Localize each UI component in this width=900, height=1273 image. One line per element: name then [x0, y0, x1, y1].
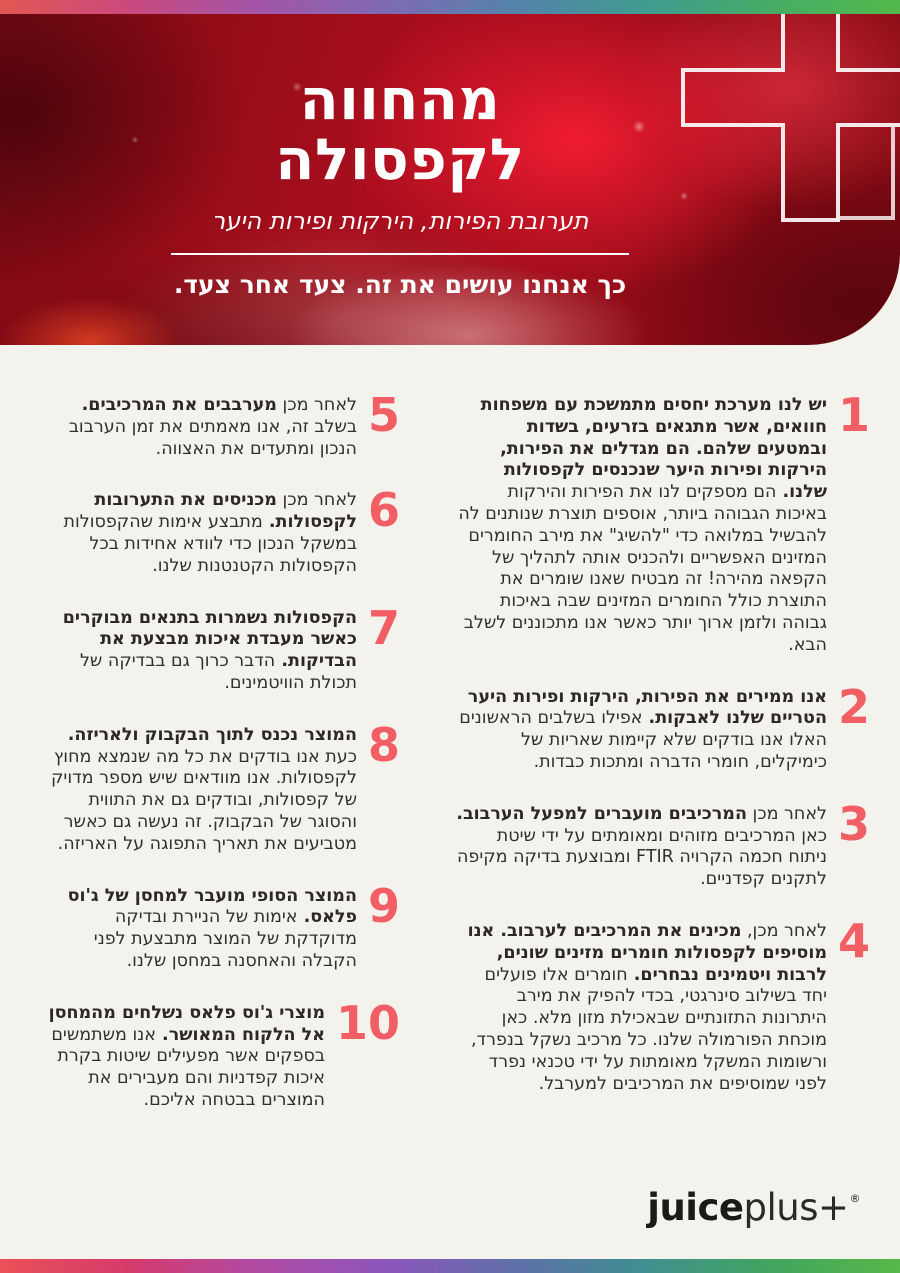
step-text	[455, 395, 827, 657]
step-number: 2	[837, 679, 870, 734]
step-text	[38, 395, 357, 460]
step-text-bold: הקפסולות נשמרות בתנאים מבוקרים כאשר מעבדת איכות מבצעת את הבדיקות.	[62, 607, 357, 672]
step-number: 9	[367, 878, 400, 933]
step-text-bold: מכינים את המרכיבים לערבוב. אנו מוסיפים לקפסולות חומרים מזינים שונים, לרבות ויטמינים נבחרים.	[467, 920, 827, 985]
step-item	[38, 995, 400, 1112]
step-number: 7	[367, 600, 400, 655]
hero-divider	[171, 253, 629, 255]
step-text-regular: כאן המרכיבים מזוהים ומאומתים על ידי שיטת ניתוח חכמה הקרויה FTIR ומבוצעת בדיקה מקיפה לתקנים קפדניים.	[456, 825, 827, 890]
step-text-regular: אימות של הניירת ובדיקה מדוקדקת של המוצר מתבצעת לפני הקבלה והאחסנה במחסן שלנו.	[93, 907, 357, 971]
step-text	[38, 886, 357, 973]
logo-word-juice: juice	[647, 1186, 744, 1229]
hero-banner	[0, 14, 900, 345]
hero-tagline: כך אנחנו עושים את זה. צעד אחר צעד.	[173, 270, 627, 299]
step-text-bold: המוצר נכנס לתוך הבקבוק ולאריזה.	[67, 724, 357, 745]
step-text-bold: אנו ממירים את הפירות, הירקות ופירות היער הטריים שלנו לאבקות.	[467, 686, 827, 729]
step-number: 8	[367, 717, 400, 772]
step-number: 5	[367, 388, 400, 442]
step-text-regular: לאחר מכן	[276, 490, 357, 511]
step-text-regular: לאחר מכן	[276, 395, 357, 415]
title-line-2: לקפסולה	[275, 127, 525, 193]
step-text	[38, 725, 357, 856]
step-item	[455, 679, 870, 774]
step-text	[455, 921, 827, 1095]
hero-subtitle: תערובת הפירות, הירקות ופירות היער	[211, 207, 589, 235]
top-rainbow-stripe	[0, 0, 900, 14]
step-text-regular: אנו משתמשים בספקים אשר מפעילים שיטות בקרת איכות קפדניות והם מעבירים את המוצרים בבטחה אליכם.	[51, 1024, 325, 1110]
step-number: 6	[367, 483, 400, 538]
step-number: 1	[837, 388, 870, 442]
step-text-regular: לאחר מכן,	[741, 920, 827, 941]
bottom-rainbow-stripe	[0, 1259, 900, 1273]
step-text-regular: כעת אנו בודקים את כל מה שנמצא מחוץ לקפסולות. אנו מוודאים שיש מספר מדויק של קפסולות, ובודקים גם את התווית והסוגר של הבקבוק. זה נעשה גם כאשר מטביעים את תאריך התפוגה על האריזה.	[51, 746, 357, 854]
step-text-bold: מוצרי ג'וס פלאס נשלחים מהמחסן אל הלקוח המאושר.	[48, 1002, 325, 1045]
step-text-regular: לאחר מכן	[746, 803, 827, 824]
step-text-bold: המוצר הסופי מועבר למחסן של ג'וס פלאס.	[67, 885, 357, 928]
step-text-bold: מכניסים את התערובות לקפסולות.	[94, 490, 357, 533]
step-item	[38, 600, 400, 695]
step-text	[455, 687, 827, 774]
step-item	[455, 796, 870, 891]
steps-column-left	[38, 388, 400, 1259]
step-text	[38, 1003, 325, 1112]
step-text	[455, 804, 827, 891]
step-item	[455, 913, 870, 1095]
page-title	[100, 67, 700, 193]
step-text-bold: מערבבים את המרכיבים.	[81, 395, 277, 415]
steps-section	[0, 345, 900, 1259]
step-text	[38, 490, 357, 577]
steps-column-right	[455, 388, 870, 1259]
step-text-regular: הדבר כרוך גם בבדיקה של תכולת הוויטמינים.	[79, 651, 357, 693]
step-text-regular: אפילו בשלבים הראשונים האלו אנו בודקים שלא קיימות שאריות של כימיקלים, חומרי הדברה ומתכות כבדות.	[459, 708, 827, 772]
step-item	[38, 483, 400, 577]
step-text-bold: יש לנו מערכת יחסים מתמשכת עם משפחות חוואים, אשר מתגאים בזרעים, בשדות ובמטעים שלהם. הם מגדלים את הפירות, הירקות ופירות היער שנכנסים לקפסולות שלנו.	[480, 395, 827, 503]
hero-text-block	[100, 67, 700, 299]
step-text-regular: חומרים אלו פועלים יחד בשילוב סינרגטי, בכדי להפיק את מירב היתרונות התזונתיים שבאכילת מזון מלא. כאן מוכחת הפורמולה שלנו. כל מרכיב נשקל בנפרד, ורשומות המשקל מאומתות על ידי טכנאי נפרד לפני שמוסיפים את המרכיבים למערבל.	[470, 964, 827, 1094]
step-number: 10	[335, 995, 400, 1050]
plus-outline-icon	[670, 14, 900, 226]
step-number: 4	[837, 913, 870, 968]
step-number: 3	[837, 796, 870, 851]
step-item	[38, 878, 400, 973]
step-text	[38, 608, 357, 695]
title-line-1: מהחווה	[299, 67, 501, 133]
step-item	[38, 388, 400, 460]
step-item	[38, 717, 400, 856]
step-text-regular: הם מספקים לנו את הפירות והירקות באיכות הגבוהה ביותר, אוספים תוצרת שנותנים לה להבשיל במלואה כדי "להשיג" את מירב החומרים המזינים האפשריים ולהכניס אותה לתהליך של הקפאה מהירה! זה מבטיח שאנו שומרים את התוצרת כולל החומרים המזינים שבה באיכות גבוהה ולזמן ארוך יותר כאשר אנו מתכוננים לשלב הבא.	[458, 482, 827, 655]
step-text-regular: בשלב זה, אנו מאמתים את זמן הערבוב הנכון ומתעדים את האצווה.	[68, 416, 357, 459]
juice-plus-logo	[647, 1186, 860, 1229]
step-item	[455, 388, 870, 657]
step-text-regular: מתבצע אימות שהקפסולות במשקל הנכון כדי לוודא אחידות בכל הקפסולות הקטנטנות שלנו.	[63, 512, 357, 576]
registered-trademark-icon: ®	[849, 1192, 860, 1205]
step-text-bold: המרכיבים מועברים למפעל הערבוב.	[456, 803, 747, 824]
logo-word-plus: plus+	[743, 1186, 849, 1229]
